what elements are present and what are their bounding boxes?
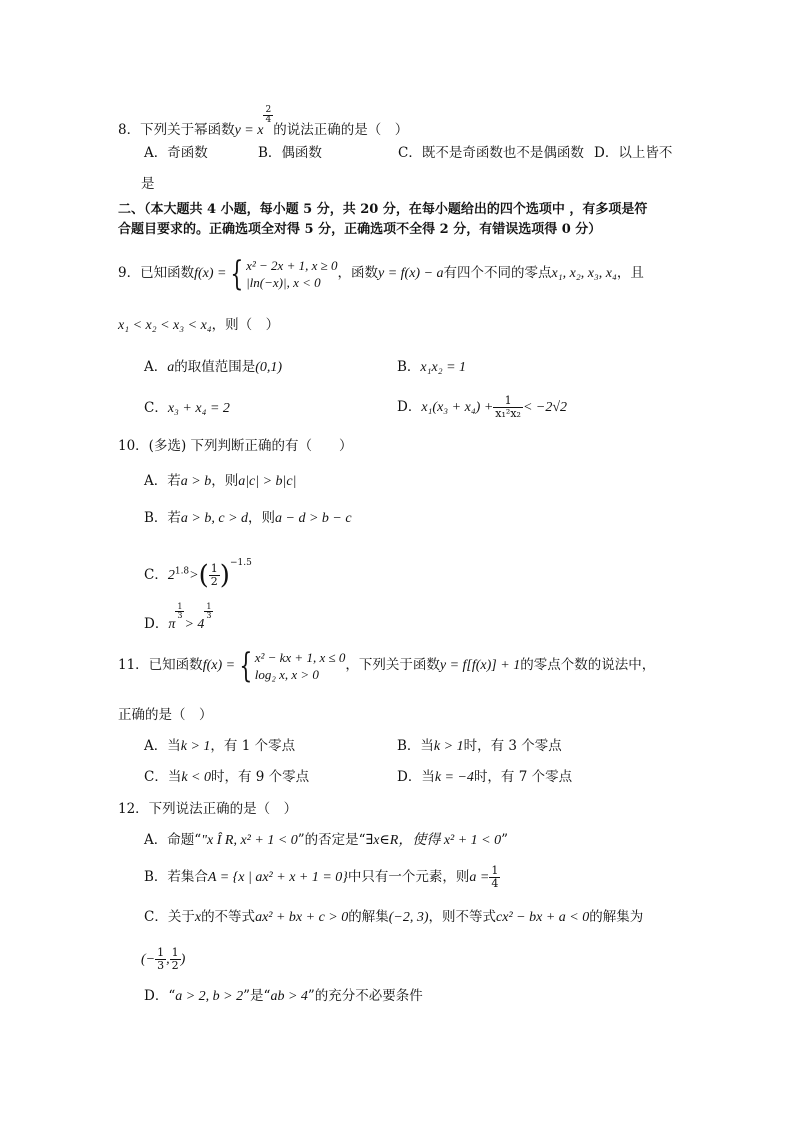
q9-piecewise: x² − 2x + 1, x ≥ 0 |ln(−x)|, x < 0 <box>246 257 338 290</box>
q12-stem: 12．下列说法正确的是（ ） <box>118 801 298 817</box>
q8-option-c[interactable]: C．既不是奇函数也不是偶函数 <box>398 145 584 161</box>
q11-option-d[interactable]: D．当k = −4时，有 7 个零点 <box>397 769 573 785</box>
q9-option-d[interactable]: D．x₁(x₃ + x₄) + $\frac{1}{\text{x₁²x₂}}$ < −2√2 <box>397 394 568 420</box>
q10-option-d[interactable]: D．π $\frac{1}{3}$ > 4 $\frac{1}{3}$ <box>144 602 212 632</box>
q8-option-d-cont: 是 <box>141 176 155 192</box>
q9-option-b[interactable]: B．x₁x₂ = 1 <box>397 359 467 375</box>
q8-option-a[interactable]: A．奇函数 <box>144 145 208 161</box>
q8-exponent: $\frac{2}{4}$ <box>265 105 272 125</box>
q11-piecewise: x² − kx + 1, x ≤ 0 log₂ x, x > 0 <box>254 649 346 682</box>
q8-option-b[interactable]: B．偶函数 <box>258 145 322 161</box>
q11-option-c[interactable]: C．当k < 0时，有 9 个零点 <box>144 769 310 785</box>
q10-option-c-fraction: $\frac{1}{2}$ <box>210 562 218 588</box>
q12-option-a[interactable]: A．命题“"x Î R, x² + 1 < 0”的否定是“∃x∈R，使得 x² + 1 < 0” <box>144 832 509 848</box>
q11-option-a[interactable]: A．当k > 1，有 1 个零点 <box>144 738 296 754</box>
q11-line2: 正确的是（ ） <box>118 707 213 723</box>
q11-option-b[interactable]: B．当k > 1时，有 3 个零点 <box>397 738 562 754</box>
q8-option-d[interactable]: D．以上皆不 <box>594 145 673 161</box>
q12-option-b-fraction: $\frac{1}{4}$ <box>491 864 499 890</box>
q10-option-a[interactable]: A．若a > b，则a|c| > b|c| <box>144 473 297 489</box>
q11-stem: 11．已知函数f(x) = { x² − kx + 1, x ≤ 0 log₂ x, x > 0 ，下列关于函数y = f[f(x)] + 1的零点个数的说法中， <box>118 645 656 686</box>
q9-brace: { <box>230 253 244 294</box>
q10-option-c[interactable]: C．$2^{1.8}>$( $\frac{1}{2}$ )$^{-1.5}$ <box>144 558 252 591</box>
q9-option-c[interactable]: C．x₃ + x₄ = 2 <box>144 400 230 416</box>
section2-line1: 二、（本大题共 4 小题，每小题 5 分，共 20 分，在每小题给出的四个选项中 ，有多项是符 <box>118 202 648 217</box>
q12-option-c[interactable]: C．关于x的不等式ax² + bx + c > 0的解集(−2, 3)，则不等式cx² − bx + a < 0的解集为 <box>144 909 644 925</box>
q9-option-a[interactable]: A．a的取值范围是(0,1) <box>144 359 283 375</box>
q12-option-b[interactable]: B．若集合A = {x | ax² + x + 1 = 0}中只有一个元素，则a = $\frac{1}{4}$ <box>144 864 499 890</box>
q9-option-d-fraction: $\frac{1}{\text{x₁²x₂}}$ <box>495 394 521 420</box>
q9-line2: x₁ < x₂ < x₃ < x₄，则（ ） <box>118 317 280 333</box>
section2-line2: 合题目要求的。正确选项全对得 5 分，正确选项不全得 2 分，有错误选项得 0 分） <box>118 222 602 237</box>
q10-stem: 10．(多选) 下列判断正确的有（ ） <box>118 438 353 454</box>
q12-option-d[interactable]: D．“a > 2, b > 2”是“ab > 4”的充分不必要条件 <box>144 988 423 1004</box>
q12-option-c-answer: (− $\frac{1}{3}$ , $\frac{1}{2}$ ) <box>141 946 186 972</box>
q9-stem: 9．已知函数f(x) = { x² − 2x + 1, x ≥ 0 |ln(−x)|, x < 0 ，函数y = f(x) − a有四个不同的零点x₁, x₂, x₃, x₄，且 <box>118 253 644 294</box>
q11-brace: { <box>239 645 253 686</box>
q10-option-b[interactable]: B．若a > b, c > d，则a − d > b − c <box>144 510 352 526</box>
q8-stem: 8．下列关于幂函数y = x $\frac{2}{4}$ 的说法正确的是（ ） <box>118 105 409 138</box>
